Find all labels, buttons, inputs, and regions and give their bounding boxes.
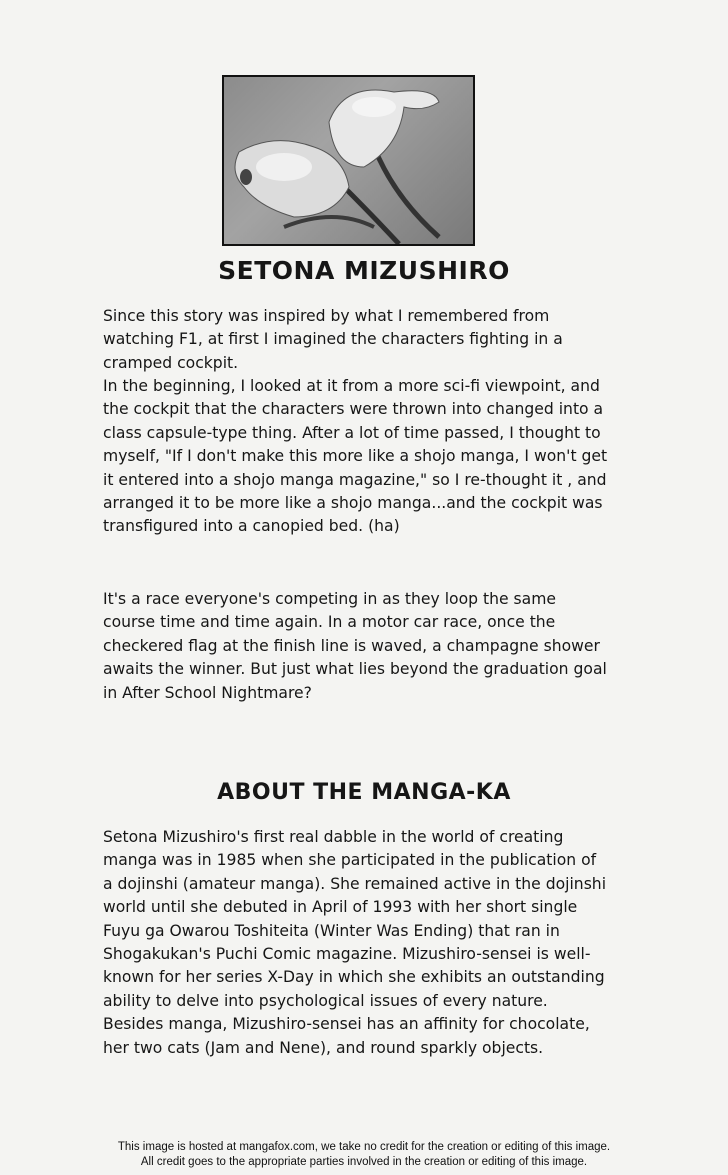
author-name-heading: SETONA MIZUSHIRO: [218, 256, 510, 285]
footer-line-2: All credit goes to the appropriate parties involved in the creation or editing of this image.: [140, 1156, 588, 1168]
paragraph-race: It's a race everyone's competing in as they loop the same course time and time again. In a motor car race, once the checkered flag at the finish line is waved, a champagne shower awaits the winner. But just what lies beyond the graduation goal in After School Nightmare?: [103, 590, 607, 702]
about-heading: ABOUT THE MANGA-KA: [217, 780, 511, 805]
paragraph-beginning: In the beginning, I looked at it from a more sci-fi viewpoint, and the cockpit that the characters were thrown into changed into a class capsule-type thing. After a lot of time passed, I thought to myself, "If I don't make this more like a shojo manga, I won't get it entered into a shojo manga magazine," so I re-thought it , and arranged it to be more like a shojo manga...and the cockpit was transfigured into a canopied bed. (ha): [103, 377, 608, 536]
paragraph-inspiration: Since this story was inspired by what I remembered from watching F1, at first I imagined the characters fighting in a cramped cockpit.: [103, 307, 563, 372]
paragraph-about: Setona Mizushiro's first real dabble in the world of creating manga was in 1985 when she participated in the publication of a dojinshi (amateur manga). She remained active in the dojinshi world until she debuted in April of 1993 with her short single Fuyu ga Owarou Toshiteita (Winter Was Ending) that ran in Shogakukan's Puchi Comic magazine. Mizushiro-sensei is well-known for her series X-Day in which she exhibits an outstanding ability to delve into psychological issues of every nature. Besides manga, Mizushiro-sensei has an affinity for chocolate, her two cats (Jam and Nene), and round sparkly objects.: [103, 828, 607, 1057]
hosting-footer: [0, 1140, 728, 1170]
calla-lily-flowers-photo: [222, 75, 475, 246]
footer-line-1: This image is hosted at mangafox.com, we take no credit for the creation or editing of this image.: [117, 1141, 611, 1153]
calla-lily-illustration: [224, 77, 473, 244]
